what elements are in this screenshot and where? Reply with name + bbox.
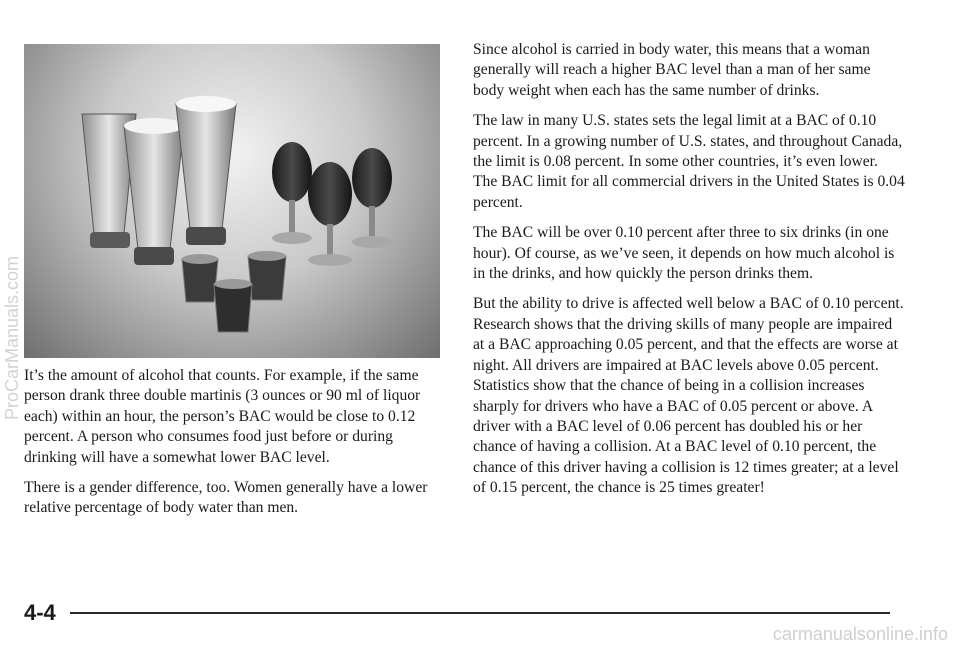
- right-column: [473, 40, 905, 509]
- shot-glass-3: [214, 279, 252, 332]
- beer-glass-3: [176, 104, 236, 229]
- paragraph: It’s the amount of alcohol that counts. For example, if the same person drank three double martinis (3 ounces or 90 ml of liquor each) within an hour, the person’s BAC would be close to 0.12 percent. A person who consumes food just before or during drinking will have a somewhat lower BAC level.: [24, 367, 421, 466]
- wine-glass-1: [272, 142, 312, 244]
- left-column: [24, 366, 444, 529]
- paragraph: The BAC will be over 0.10 percent after three to six drinks (in one hour). Of course, as we’ve seen, it depends on how much alcohol is in the drinks, and how quickly the person drinks them.: [473, 224, 895, 283]
- paragraph: There is a gender difference, too. Women generally have a lower relative percentage of body water than men.: [24, 479, 428, 517]
- watermark-bottom: carmanualsonline.info: [772, 624, 948, 644]
- beer-glass-2: [124, 126, 184, 249]
- footer-rule: [70, 612, 890, 614]
- paragraph: The law in many U.S. states sets the legal limit at a BAC of 0.10 percent. In a growing number of U.S. states, and throughout Canada, the limit is 0.08 percent. In some other countries, it’s even lower. The BAC limit for all commercial drivers in the United States is 0.04 percent.: [473, 112, 905, 211]
- paragraph: Since alcohol is carried in body water, this means that a woman generally will reach a higher BAC level than a man of her same body weight when each has the same number of drinks.: [473, 41, 871, 99]
- drinks-photo: [24, 44, 440, 358]
- wine-glass-2: [308, 162, 352, 266]
- page-number: 4-4: [24, 600, 56, 625]
- drinks-illustration: [24, 44, 440, 358]
- wine-glass-3: [352, 148, 392, 248]
- shot-glass-2: [248, 251, 286, 300]
- shot-glass-1: [182, 254, 218, 302]
- paragraph: But the ability to drive is affected well below a BAC of 0.10 percent. Research shows that the driving skills of many people are impaired at a BAC approaching 0.05 percent, and that the effects are worse at night. All drivers are impaired at BAC levels above 0.05 percent. Statistics show that the chance of being in a collision increases sharply for drivers who have a BAC of 0.05 percent or above. A driver with a BAC level of 0.06 percent has doubled his or her chance of having a collision. At a BAC level of 0.10 percent, the chance of this driver having a collision is 12 times greater; at a level of 0.15 percent, the chance is 25 times greater!: [473, 295, 904, 497]
- watermark-left: ProCarManuals.com: [2, 255, 22, 420]
